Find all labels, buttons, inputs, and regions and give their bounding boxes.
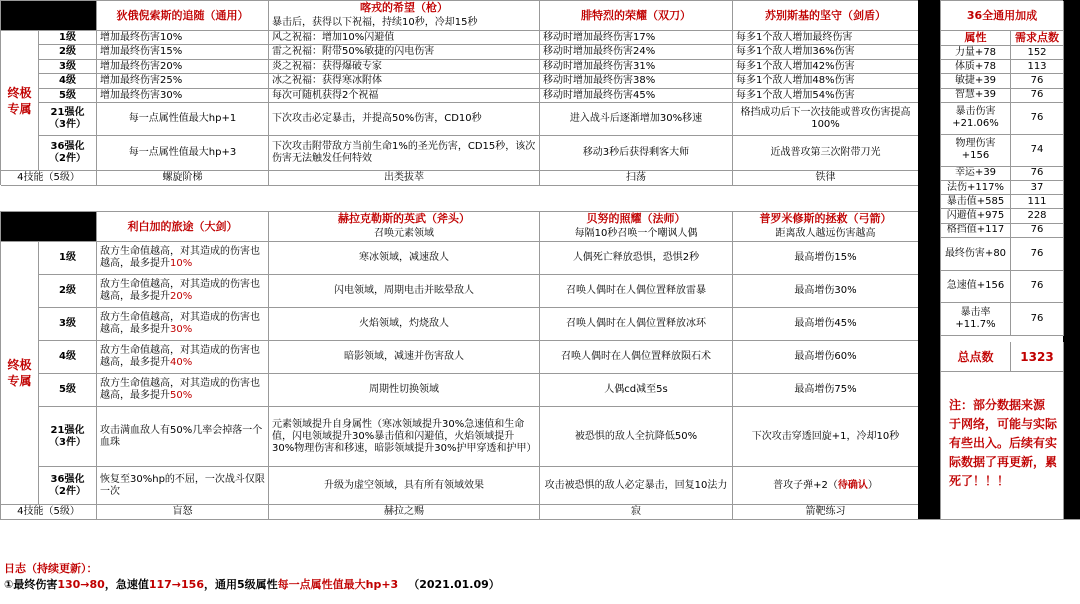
bonus-attr: 幸运+39 [941,167,1011,181]
bonus-need: 76 [1011,103,1064,135]
top-col4-header: 苏别斯基的坚守（剑盾） [733,1,919,31]
bottom-col3-header: 贝努的照耀（法师） [540,212,733,227]
top-level-cell: 增加最终伤害15% [97,45,269,59]
top-s36-c2: 下次攻击附带敌方当前生命1%的圣光伤害，CD15秒，该次伤害无法触发任何特效 [269,136,540,171]
bonus-attr: 暴击伤害+21.06% [941,103,1011,135]
bottom-level-c1: 敌方生命值越高，对其造成的伤害也越高，最多提升30% [97,308,269,341]
bonus-attr: 格挡值+117 [941,224,1011,238]
bottom-side-label: 终极 专属 [1,242,39,505]
bottom-skill-c1: 盲怒 [97,505,269,520]
top-level-label: 1级 [39,31,97,45]
bottom-s36-c2: 升级为虚空领域，具有所有领域效果 [269,467,540,505]
bottom-level-c2: 暗影领域，减速并伤害敌人 [269,341,540,374]
bottom-col2-header: 赫拉克勒斯的英武（斧头） [269,212,540,227]
bottom-s36-c4: 普攻子弹+2（ 待确认 ） [733,467,919,505]
bonus-need: 76 [1011,303,1064,336]
top-level-label: 5级 [39,89,97,103]
bottom-level-c4: 最高增伤30% [733,275,919,308]
bottom-level-c4: 最高增伤15% [733,242,919,275]
bottom-level-c3: 召唤人偶时在人偶位置释放雷暴 [540,275,733,308]
top-s21-c1: 每一点属性值最大hp+1 [97,103,269,136]
top-level-label: 3级 [39,60,97,74]
bottom-level-c1: 敌方生命值越高，对其造成的伤害也越高，最多提升50% [97,374,269,407]
top-level-label: 2级 [39,45,97,59]
top-table [0,0,918,185]
bonus-need: 76 [1011,271,1064,303]
bonus-panel [940,0,1063,519]
top-level-cell: 增加最终伤害30% [97,89,269,103]
bottom-level-c1: 敌方生命值越高，对其造成的伤害也越高，最多提升20% [97,275,269,308]
bottom-s21-label: 21强化 （3件） [39,407,97,467]
bonus-need: 228 [1011,209,1064,223]
top-s36-c4: 近战普攻第三次附带刀光 [733,136,919,171]
bonus-need: 76 [1011,74,1064,88]
bottom-level-label: 3级 [39,308,97,341]
bonus-attr: 体质+78 [941,60,1011,74]
bonus-total-label: 总点数 [941,342,1011,372]
bonus-attr: 法伤+117% [941,181,1011,195]
bottom-level-c4: 最高增伤45% [733,308,919,341]
bottom-col1-header: 利白加的旅途（大剑） [97,212,269,242]
bonus-attr: 暴击率+11.7% [941,303,1011,336]
bonus-need: 76 [1011,167,1064,181]
right-edge [1063,0,1080,519]
bottom-s21-c2: 元素领域提升自身属性（寒冰领域提升30%急速值和生命值，闪电领域提升30%暴击值和闪避值，火焰领域提升30%物理伤害和移速，暗影领域提升30%护甲穿透和护甲） [269,407,540,467]
bottom-s21-c1: 攻击满血敌人有50%几率会掉落一个血珠 [97,407,269,467]
top-col2-sub: 暴击后，获得以下祝福，持续10秒，冷却15秒 [269,16,540,31]
bottom-corner [1,212,97,242]
right-divider [918,0,940,519]
top-skill-c3: 扫荡 [540,171,733,186]
top-level-cell: 移动时增加最终伤害24% [540,45,733,59]
top-level-cell: 每多1个敌人增加42%伤害 [733,60,919,74]
top-level-cell: 移动时增加最终伤害31% [540,60,733,74]
bonus-attr: 最终伤害+80 [941,238,1011,271]
bottom-col3-sub: 每隔10秒召唤一个嘲讽人偶 [540,227,733,242]
bottom-level-label: 4级 [39,341,97,374]
bottom-col2-sub: 召唤元素领域 [269,227,540,242]
top-col2-header: 喀戎的希望（枪） [269,1,540,16]
top-level-cell: 移动时增加最终伤害38% [540,74,733,88]
top-s21-c3: 进入战斗后逐渐增加30%移速 [540,103,733,136]
top-level-label: 4级 [39,74,97,88]
top-col3-header: 腓特烈的荣耀（双刀） [540,1,733,31]
bottom-level-c2: 周期性切换领域 [269,374,540,407]
top-level-cell: 增加最终伤害25% [97,74,269,88]
bottom-skill-c4: 箭靶练习 [733,505,919,520]
bonus-total-value: 1323 [1011,342,1064,372]
top-level-cell: 冰之祝福：获得寒冰附体 [269,74,540,88]
top-side-label: 终极 专属 [1,31,39,171]
bottom-level-c2: 寒冰领域，减速敌人 [269,242,540,275]
bottom-level-c4: 最高增伤75% [733,374,919,407]
top-col1-header: 狄俄倪索斯的追随（通用） [97,1,269,31]
top-skill-label: 4技能（5级） [1,171,97,186]
top-level-cell: 炎之祝福：获得爆破专家 [269,60,540,74]
bonus-need: 76 [1011,224,1064,238]
bonus-title: 36全通用加成 [941,1,1064,31]
top-skill-c4: 铁律 [733,171,919,186]
log-title: 日志（持续更新）： [4,562,98,575]
bottom-level-c3: 人偶cd减至5s [540,374,733,407]
top-level-cell: 每多1个敌人增加最终伤害 [733,31,919,45]
top-level-cell: 移动时增加最终伤害45% [540,89,733,103]
bottom-level-c1: 敌方生命值越高，对其造成的伤害也越高，最多提升40% [97,341,269,374]
bottom-s36-c3: 攻击被恐惧的敌人必定暴击，回复10法力 [540,467,733,505]
top-s21-c4: 格挡成功后下一次技能或普攻伤害提高100% [733,103,919,136]
top-corner [1,1,97,31]
bottom-level-label: 5级 [39,374,97,407]
bonus-need: 111 [1011,195,1064,209]
bonus-note: 注：部分数据来源于网络，可能与实际有些出入。后续有实际数据了再更新，累死了！！！ [941,372,1064,520]
top-level-cell: 风之祝福：增加10%闪避值 [269,31,540,45]
bottom-table [0,211,918,519]
top-level-cell: 每次可随机获得2个祝福 [269,89,540,103]
log-entry: ①最终伤害130→80，急速值117→156，通用5级属性每一点属性值最大hp+3 （2021.01.09） [4,578,500,591]
bonus-attr: 智慧+39 [941,89,1011,103]
bonus-attr: 急速值+156 [941,271,1011,303]
top-s36-c3: 移动3秒后获得剩客大师 [540,136,733,171]
top-level-cell: 每多1个敌人增加54%伤害 [733,89,919,103]
bonus-attr: 力量+78 [941,46,1011,60]
bottom-s36-c1: 恢复至30%hp的不屈，一次战斗仅限一次 [97,467,269,505]
bottom-level-c2: 火焰领域，灼烧敌人 [269,308,540,341]
bottom-level-label: 2级 [39,275,97,308]
top-level-cell: 雷之祝福：附带50%敏捷的闪电伤害 [269,45,540,59]
top-level-cell: 增加最终伤害10% [97,31,269,45]
top-level-cell: 每多1个敌人增加48%伤害 [733,74,919,88]
bonus-need: 76 [1011,89,1064,103]
bottom-level-c3: 召唤人偶时在人偶位置释放冰环 [540,308,733,341]
bottom-level-c3: 人偶死亡释放恐惧，恐惧2秒 [540,242,733,275]
bonus-need: 74 [1011,135,1064,167]
bonus-attr: 敏捷+39 [941,74,1011,88]
bottom-level-c2: 闪电领域，周期电击并眩晕敌人 [269,275,540,308]
top-level-cell: 每多1个敌人增加36%伤害 [733,45,919,59]
bottom-skill-c3: 寂 [540,505,733,520]
bonus-col-need: 需求点数 [1011,31,1064,46]
top-skill-c1: 螺旋阶梯 [97,171,269,186]
bottom-level-c3: 召唤人偶时在人偶位置释放陨石术 [540,341,733,374]
bottom-s21-c4: 下次攻击穿透回旋+1，冷却10秒 [733,407,919,467]
top-s36-c1: 每一点属性值最大hp+3 [97,136,269,171]
bottom-s36-label: 36强化 （2件） [39,467,97,505]
bonus-attr: 闪避值+975 [941,209,1011,223]
top-s21-label: 21强化 （3件） [39,103,97,136]
bottom-skill-label: 4技能（5级） [1,505,97,520]
bottom-col4-header: 普罗米修斯的拯救（弓箭） [733,212,919,227]
top-s36-label: 36强化 （2件） [39,136,97,171]
bottom-col4-sub: 距离敌人越远伤害越高 [733,227,919,242]
bottom-level-c4: 最高增伤60% [733,341,919,374]
bonus-need: 76 [1011,238,1064,271]
bonus-attr: 暴击值+585 [941,195,1011,209]
bonus-col-attr: 属性 [941,31,1011,46]
top-skill-c2: 出类拔萃 [269,171,540,186]
bottom-s21-c3: 被恐惧的敌人全抗降低50% [540,407,733,467]
bottom-skill-c2: 赫拉之赐 [269,505,540,520]
bottom-level-label: 1级 [39,242,97,275]
bonus-need: 152 [1011,46,1064,60]
bonus-attr: 物理伤害+156 [941,135,1011,167]
top-level-cell: 移动时增加最终伤害17% [540,31,733,45]
top-s21-c2: 下次攻击必定暴击，并提高50%伤害，CD10秒 [269,103,540,136]
bottom-level-c1: 敌方生命值越高，对其造成的伤害也越高，最多提升10% [97,242,269,275]
bonus-need: 113 [1011,60,1064,74]
bonus-need: 37 [1011,181,1064,195]
top-level-cell: 增加最终伤害20% [97,60,269,74]
